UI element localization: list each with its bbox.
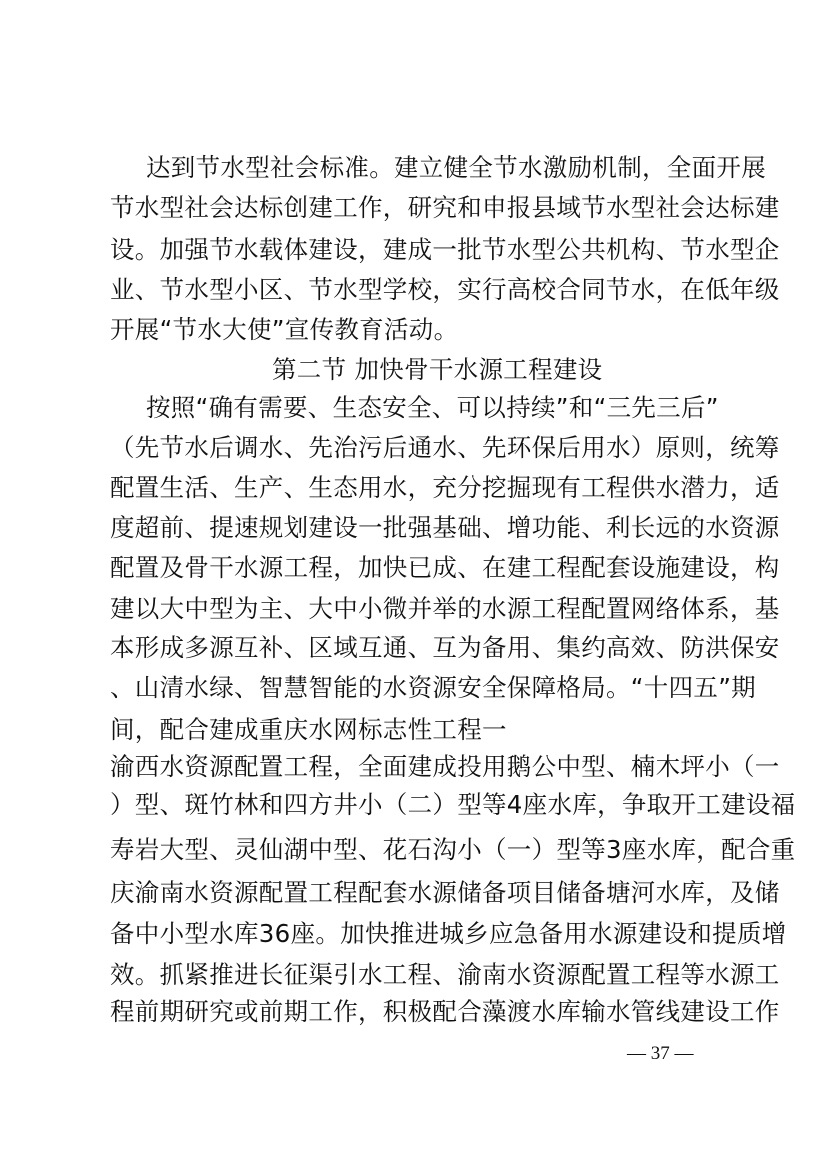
body-text-line: 程前期研究或前期工作，积极配合藻渡水库输水管线建设工作 xyxy=(110,997,780,1026)
section-heading: 第二节 加快骨干水源工程建设 xyxy=(272,355,603,384)
body-text-line: 、山清水绿、智慧智能的水资源安全保障格局。“十四五”期 xyxy=(110,673,756,702)
body-text-line: 配置及骨干水源工程，加快已成、在建工程配套设施建设，构 xyxy=(110,553,780,582)
body-text-line: 效。抓紧推进长征渠引水工程、渝南水资源配置工程等水源工 xyxy=(110,960,780,989)
page-number: — 37 — xyxy=(627,1043,694,1064)
body-text-line: ）型、斑竹林和四方井小（二）型等4座水库，争取开工建设福 xyxy=(110,790,796,819)
body-text-line: 度超前、提速规划建设一批强基础、增功能、利长远的水资源 xyxy=(110,513,780,542)
body-text-line: 建以大中型为主、大中小微并举的水源工程配置网络体系，基 xyxy=(110,594,780,623)
body-text-line: 设。加强节水载体建设，建成一批节水型公共机构、节水型企 xyxy=(110,235,780,264)
body-text-line: 庆渝南水资源配置工程配套水源储备项目储备塘河水库，及储 xyxy=(110,878,780,907)
body-text-line: （先节水后调水、先治污后通水、先环保后用水）原则，统筹 xyxy=(110,433,780,462)
body-text-line: 寿岩大型、灵仙湖中型、花石沟小（一）型等3座水库，配合重 xyxy=(110,835,796,864)
body-text-line: 按照“确有需要、生态安全、可以持续”和“三先三后” xyxy=(146,393,719,422)
body-text-line: 达到节水型社会标准。建立健全节水激励机制，全面开展 xyxy=(146,153,766,182)
body-text-line: 渝西水资源配置工程，全面建成投用鹅公中型、楠木坪小（一 xyxy=(110,752,780,781)
body-text-line: 间，配合建成重庆水网标志性工程一 xyxy=(110,715,507,744)
body-text-line: 本形成多源互补、区域互通、互为备用、集约高效、防洪保安 xyxy=(110,633,780,662)
body-text-line: 业、节水型小区、节水型学校，实行高校合同节水，在低年级 xyxy=(110,275,780,304)
body-text-line: 节水型社会达标创建工作，研究和申报县域节水型社会达标建 xyxy=(110,193,780,222)
body-text-line: 配置生活、生产、生态用水，充分挖掘现有工程供水潜力，适 xyxy=(110,473,780,502)
body-text-line: 备中小型水库36座。加快推进城乡应急备用水源建设和提质增 xyxy=(110,919,787,948)
body-text-line: 开展“节水大使”宣传教育活动。 xyxy=(110,315,459,344)
